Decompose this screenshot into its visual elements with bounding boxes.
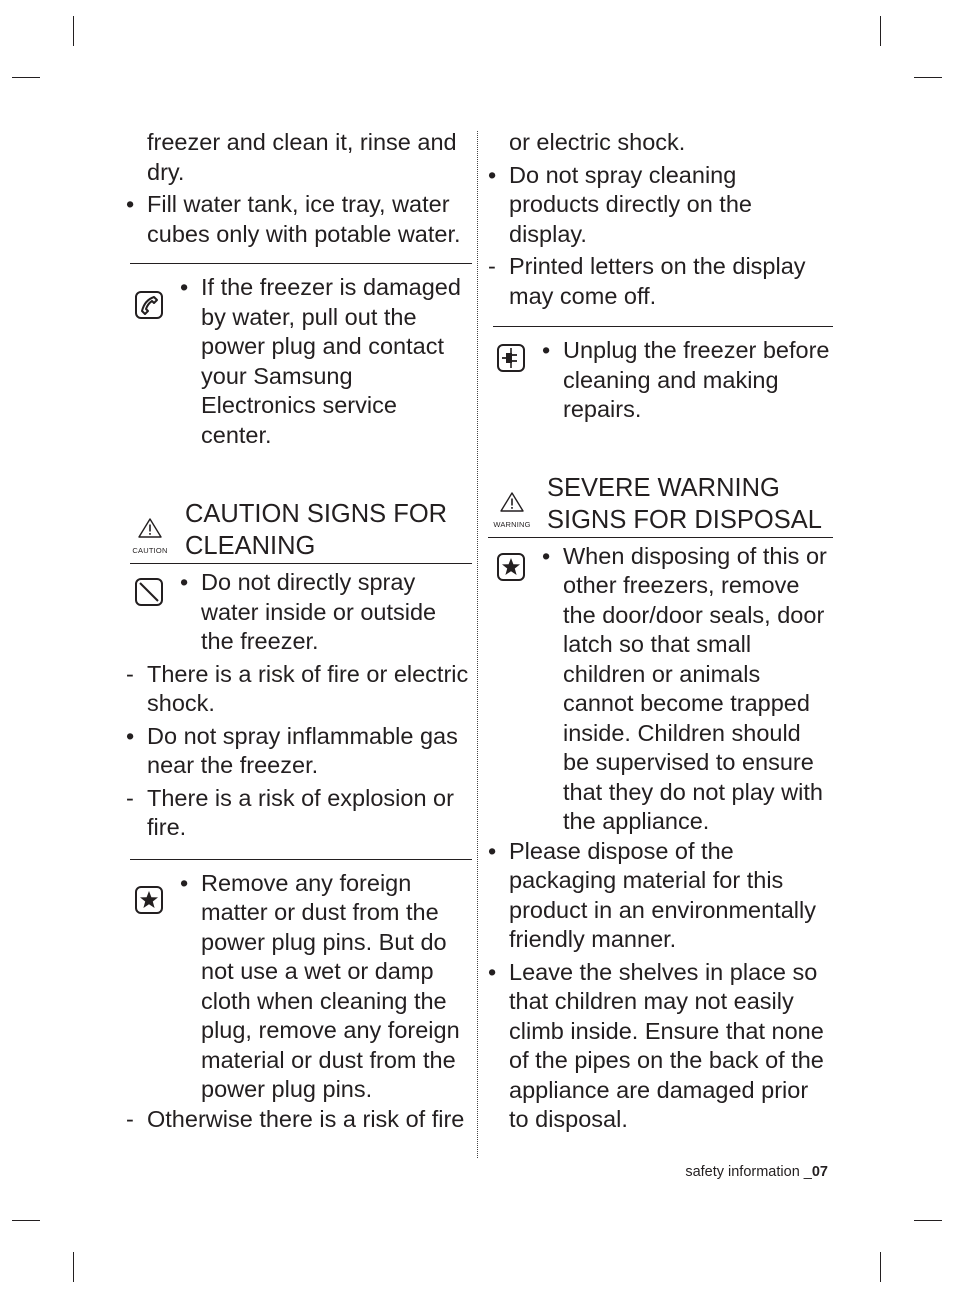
intro-paragraph: freezer and clean it, rinse and dry.	[147, 129, 457, 185]
dash-otherwise: - Otherwise there is a risk of fire	[126, 1105, 472, 1135]
dash-marker: -	[126, 784, 134, 811]
caution-sign: CAUTION	[126, 514, 174, 555]
service-phone-icon	[135, 291, 163, 319]
warning-triangle-icon	[500, 492, 524, 512]
crop-mark	[880, 16, 881, 46]
dash-fire-risk: - There is a risk of fire or electric shock.	[126, 660, 469, 716]
bullet-shelves: • Leave the shelves in place so that children may not easily climb inside. Ensure that none of the pipes on the back of the appliance are damaged prior to disposal.	[488, 958, 824, 1132]
bullet-marker: •	[180, 869, 189, 896]
bullet-marker: •	[488, 958, 497, 985]
bullet-marker: •	[542, 337, 551, 363]
note-disposal: • When disposing of this or other freezers, remove the door/door seals, door latch so that small children or animals cannot become trapped inside. Children should be supervised to ensure that they do not play with the appliance.	[488, 542, 833, 837]
page-number: 07	[811, 1164, 828, 1180]
crop-mark	[12, 1220, 40, 1221]
bullet-marker: •	[180, 569, 189, 595]
section-rule	[130, 263, 472, 264]
note-damage: • If the freezer is damaged by water, pull out the power plug and contact your Samsung Electronics service center.	[126, 273, 472, 450]
dash-printed-letters: - Printed letters on the display may come off.	[488, 253, 806, 309]
column-divider	[477, 131, 478, 1158]
crop-mark	[12, 77, 40, 78]
crop-mark	[73, 16, 74, 46]
section-rule	[130, 563, 472, 564]
bullet-gas: • Do not spray inflammable gas near the freezer.	[126, 722, 458, 778]
warning-sign: WARNING	[488, 488, 536, 529]
caution-heading	[126, 498, 472, 562]
heading-title: CLEANING	[185, 532, 316, 560]
bullet-packaging: • Please dispose of the packaging material for this product in an environmentally friendly manner.	[488, 837, 816, 952]
left-column	[126, 128, 472, 1134]
note-plug-pins: • Remove any foreign matter or dust from the power plug pins. But do not use a wet or damp cloth when cleaning the plug, remove any foreign material or dust from the power plug pins.	[126, 869, 472, 1105]
continued-paragraph: or electric shock.	[509, 129, 686, 155]
dash-marker: -	[126, 1105, 134, 1132]
bullet-fill-water: • Fill water tank, ice tray, water cubes only with potable water.	[126, 191, 461, 247]
bullet-marker: •	[126, 722, 135, 749]
dash-marker: -	[488, 253, 496, 279]
dash-explosion-risk: - There is a risk of explosion or fire.	[126, 784, 454, 840]
crop-mark	[914, 1220, 942, 1221]
heading-title: CAUTION SIGNS FOR	[185, 500, 448, 528]
crop-mark	[880, 1252, 881, 1282]
note-spray: • Do not directly spray water inside or outside the freezer.	[126, 568, 472, 657]
important-star-icon	[497, 553, 525, 581]
note-unplug: • Unplug the freezer before cleaning and making repairs.	[488, 336, 833, 425]
bullet-marker: •	[542, 542, 551, 569]
prohibited-icon	[135, 578, 163, 606]
section-rule	[488, 537, 833, 538]
dash-marker: -	[126, 660, 134, 687]
bullet-marker: •	[126, 191, 135, 217]
heading-title: SIGNS FOR DISPOSAL	[547, 505, 822, 534]
caution-triangle-icon	[138, 518, 162, 538]
section-rule	[130, 859, 472, 860]
important-star-icon	[135, 886, 163, 914]
bullet-display-spray: • Do not spray cleaning products directly on the display.	[488, 161, 752, 247]
right-column	[488, 128, 833, 1135]
unplug-icon	[497, 344, 525, 372]
bullet-marker: •	[180, 274, 189, 300]
bullet-marker: •	[488, 161, 497, 188]
footer-section: safety information _	[685, 1164, 812, 1180]
bullet-marker: •	[488, 837, 497, 864]
crop-mark	[914, 77, 942, 78]
page-footer	[685, 1164, 828, 1180]
crop-mark	[73, 1252, 74, 1282]
heading-title: SEVERE WARNING	[547, 473, 780, 502]
warning-heading	[488, 472, 833, 536]
section-rule	[493, 326, 833, 327]
